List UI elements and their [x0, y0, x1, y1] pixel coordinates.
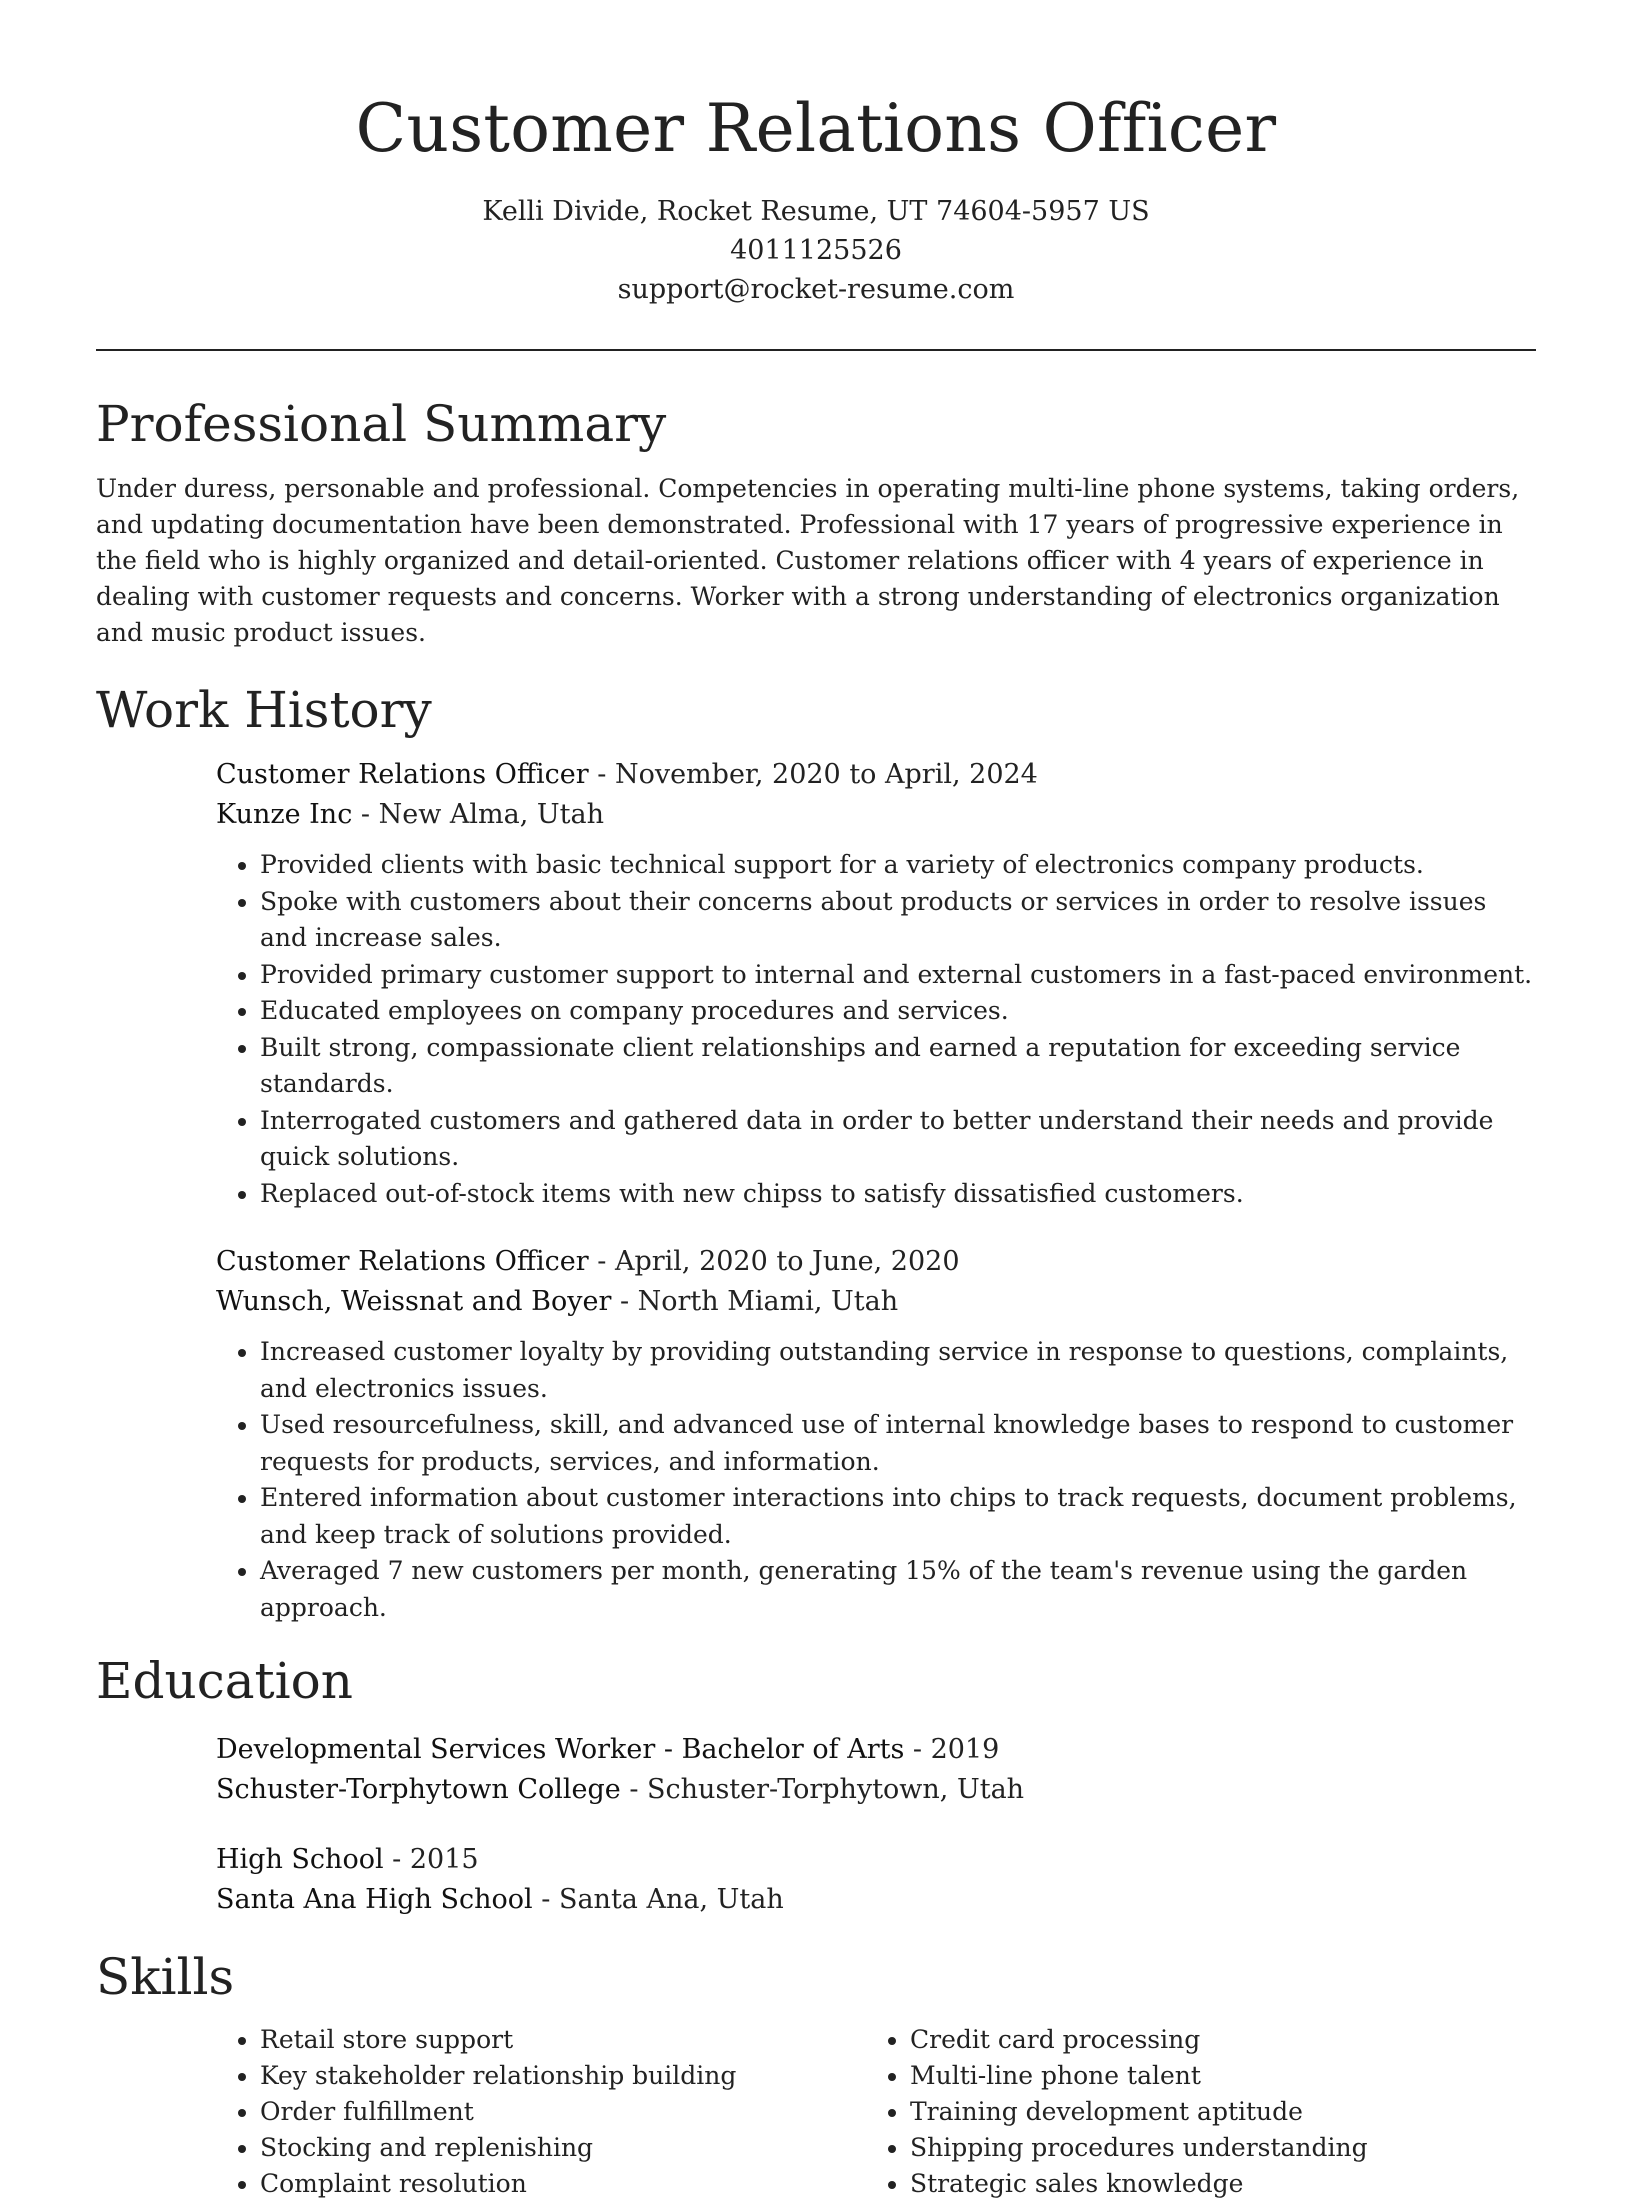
job-company: Kunze Inc	[216, 799, 353, 830]
education-section	[96, 1648, 1536, 1920]
list-item: • Credit card processing	[910, 2022, 1510, 2058]
list-item: • Stocking and replenishing	[260, 2130, 866, 2166]
education-school-line	[216, 1880, 1536, 1920]
job-company: Wunsch, Weissnat and Boyer	[216, 1286, 612, 1317]
resume-name: Customer Relations Officer	[355, 90, 1277, 167]
list-item: • Retail store support	[260, 2022, 866, 2058]
contact-info	[96, 192, 1536, 309]
education-school-line	[216, 1770, 1536, 1810]
job-position: Customer Relations Officer	[216, 1246, 589, 1277]
list-item: • Order fulfillment	[260, 2094, 866, 2130]
education-year: - 2019	[904, 1734, 1000, 1765]
resume-page	[96, 0, 1536, 2202]
job-location: - North Miami, Utah	[611, 1286, 899, 1317]
list-item: • Key stakeholder relationship building	[260, 2058, 866, 2094]
job-dates: - November, 2020 to April, 2024	[588, 759, 1038, 790]
contact-phone: 4011125526	[730, 235, 902, 266]
list-item: • Multi-line phone talent	[910, 2058, 1510, 2094]
list-item: • Entered information about customer interactions into chips to track requests, document problems, and keep track of solutions provided.	[260, 1480, 1536, 1553]
education-school: Schuster-Torphytown College	[216, 1774, 621, 1805]
list-item: • Strategic sales knowledge	[910, 2166, 1510, 2202]
summary-title: Professional Summary	[96, 395, 667, 453]
list-item: • Increased customer loyalty by providing outstanding service in response to questions, complaints, and electronics issues.	[260, 1334, 1536, 1407]
work-section	[96, 677, 1536, 1626]
education-degree-line	[216, 1730, 1536, 1770]
contact-email: support@rocket-resume.com	[617, 274, 1015, 305]
education-location: - Schuster-Torphytown, Utah	[620, 1774, 1025, 1805]
education-year: - 2015	[383, 1844, 479, 1875]
list-item: • Complaint resolution	[260, 2166, 866, 2202]
list-item: • Interrogated customers and gathered data in order to better understand their needs and provide quick solutions.	[260, 1103, 1536, 1176]
job-dates: - April, 2020 to June, 2020	[588, 1246, 960, 1277]
header-divider	[96, 349, 1536, 351]
list-item: • Replaced out-of-stock items with new chipss to satisfy dissatisfied customers.	[260, 1176, 1536, 1213]
list-item: • Provided primary customer support to internal and external customers in a fast-paced environment.	[260, 957, 1536, 994]
job-entry	[216, 755, 1536, 1212]
work-title: Work History	[96, 681, 432, 739]
education-degree: Developmental Services Worker - Bachelor of Arts	[216, 1734, 905, 1765]
skills-columns	[216, 2022, 1536, 2202]
skills-column-left	[216, 2022, 866, 2202]
education-location: - Santa Ana, Utah	[532, 1884, 784, 1915]
resume-header	[96, 0, 1536, 309]
list-item: • Averaged 7 new customers per month, generating 15% of the team's revenue using the garden approach.	[260, 1553, 1536, 1626]
job-position: Customer Relations Officer	[216, 759, 589, 790]
education-title: Education	[96, 1652, 353, 1710]
job-entry	[216, 1242, 1536, 1626]
job-company-line	[216, 1282, 1536, 1322]
contact-address: Kelli Divide, Rocket Resume, UT 74604-5957 US	[482, 196, 1150, 227]
summary-text: Under duress, personable and professional. Competencies in operating multi-line phone systems, taking orders, and updating documentation have been demonstrated. Professional with 17 years of progressive experience in the field who is highly organized and detail-oriented. Customer relations officer with 4 years of experience in dealing with customer requests and concerns. Worker with a strong understanding of electronics organization and music product issues.	[96, 474, 1520, 647]
skills-title: Skills	[96, 1948, 235, 2006]
job-bullets	[216, 1334, 1536, 1626]
list-item: • Training development aptitude	[910, 2094, 1510, 2130]
skills-section	[96, 1944, 1536, 2202]
education-degree-line	[216, 1840, 1536, 1880]
job-title-line	[216, 755, 1536, 795]
list-item: • Spoke with customers about their concerns about products or services in order to resolve issues and increase sales.	[260, 884, 1536, 957]
education-school: Santa Ana High School	[216, 1884, 533, 1915]
list-item: • Provided clients with basic technical support for a variety of electronics company products.	[260, 847, 1536, 884]
education-degree: High School	[216, 1844, 384, 1875]
job-title-line	[216, 1242, 1536, 1282]
job-location: - New Alma, Utah	[352, 799, 605, 830]
list-item: • Used resourcefulness, skill, and advanced use of internal knowledge bases to respond to customer requests for products, services, and information.	[260, 1407, 1536, 1480]
list-item: • Educated employees on company procedures and services.	[260, 993, 1536, 1030]
job-company-line	[216, 795, 1536, 835]
job-bullets	[216, 847, 1536, 1212]
skills-column-right	[866, 2022, 1510, 2202]
list-item: • Built strong, compassionate client relationships and earned a reputation for exceeding service standards.	[260, 1030, 1536, 1103]
list-item: • Shipping procedures understanding	[910, 2130, 1510, 2166]
education-entry	[216, 1730, 1536, 1810]
summary-section	[96, 391, 1536, 651]
education-entry	[216, 1840, 1536, 1920]
